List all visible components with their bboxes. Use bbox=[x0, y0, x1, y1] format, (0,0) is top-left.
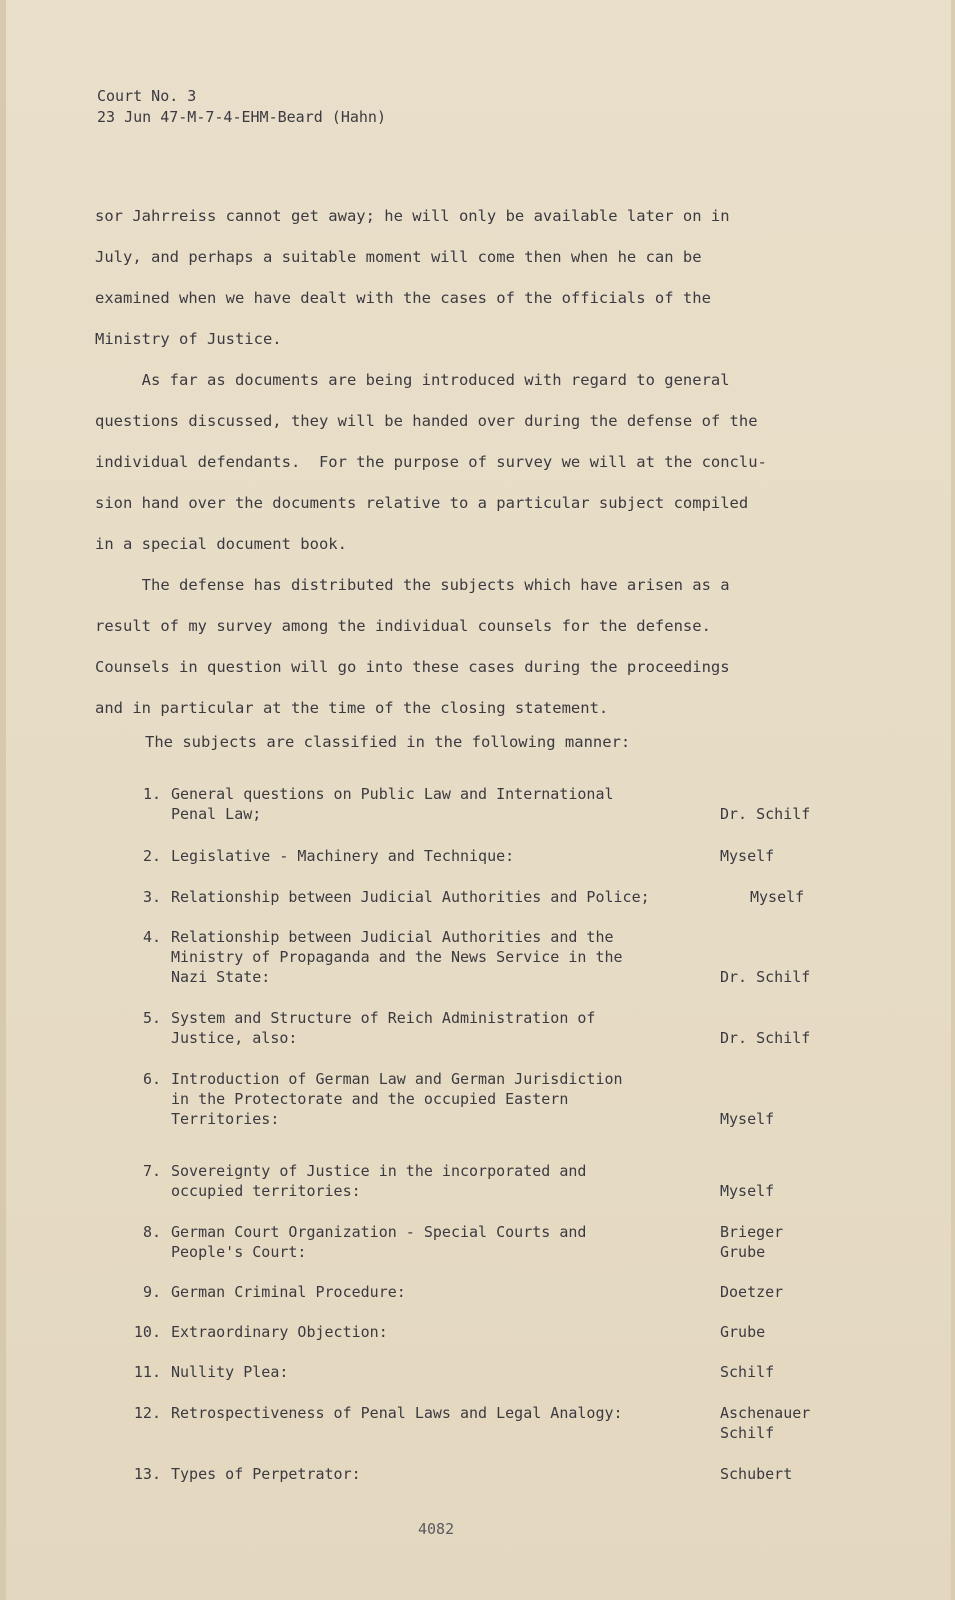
paragraph-line: July, and perhaps a suitable moment will come then when he can be bbox=[95, 248, 702, 266]
paragraph-line: As far as documents are being introduced with regard to general bbox=[95, 371, 730, 389]
item-number: 13. bbox=[133, 1465, 161, 1483]
item-counsel: Grube bbox=[720, 1323, 766, 1341]
item-number: 7. bbox=[142, 1162, 161, 1180]
item-counsel: Schubert bbox=[720, 1465, 793, 1483]
item-number: 3. bbox=[142, 888, 161, 906]
item-counsel: Dr. Schilf bbox=[720, 805, 811, 823]
item-number: 2. bbox=[142, 847, 161, 865]
paragraph-line: and in particular at the time of the closing statement. bbox=[95, 699, 609, 717]
item-number: 4. bbox=[142, 928, 161, 946]
item-number: 9. bbox=[142, 1283, 161, 1301]
item-number: 1. bbox=[142, 785, 161, 803]
paragraph-line: The defense has distributed the subjects which have arisen as a bbox=[95, 576, 730, 594]
paragraph-line: sor Jahrreiss cannot get away; he will only be available later on in bbox=[95, 207, 730, 225]
item-subject: Relationship between Judicial Authorities and the Ministry of Propaganda and the News Service in the Nazi State: bbox=[171, 928, 623, 986]
paragraph-1 bbox=[95, 196, 840, 360]
item-number: 10. bbox=[133, 1323, 161, 1341]
paragraph-line: in a special document book. bbox=[95, 535, 347, 553]
court-header bbox=[97, 86, 386, 128]
item-counsel: Dr. Schilf bbox=[720, 968, 811, 986]
paragraph-line: Ministry of Justice. bbox=[95, 330, 282, 348]
item-counsel: Myself bbox=[750, 888, 805, 906]
item-subject: Legislative - Machinery and Technique: bbox=[171, 847, 515, 865]
item-counsel: Dr. Schilf bbox=[720, 1029, 811, 1047]
item-subject: German Court Organization - Special Courts and People's Court: bbox=[171, 1223, 587, 1261]
session-reference: 23 Jun 47-M-7-4-EHM-Beard (Hahn) bbox=[97, 108, 386, 126]
paragraph-line: result of my survey among the individual counsels for the defense. bbox=[95, 617, 711, 635]
paragraph-line: individual defendants. For the purpose of survey we will at the conclu- bbox=[95, 453, 767, 471]
item-number: 6. bbox=[142, 1070, 161, 1088]
paragraph-line: Counsels in question will go into these cases during the proceedings bbox=[95, 658, 730, 676]
item-number: 12. bbox=[133, 1404, 161, 1422]
item-counsel: Brieger Grube bbox=[720, 1223, 784, 1261]
item-subject: Types of Perpetrator: bbox=[171, 1465, 361, 1483]
subjects-intro: The subjects are classified in the following manner: bbox=[145, 733, 631, 751]
item-counsel: Myself bbox=[720, 1110, 775, 1128]
item-number: 11. bbox=[133, 1363, 161, 1381]
paragraph-3 bbox=[95, 565, 840, 729]
item-counsel: Myself bbox=[720, 847, 775, 865]
item-subject: System and Structure of Reich Administration of Justice, also: bbox=[171, 1009, 596, 1047]
item-subject: German Criminal Procedure: bbox=[171, 1283, 406, 1301]
item-counsel: Aschenauer Schilf bbox=[720, 1404, 811, 1442]
court-number: Court No. 3 bbox=[97, 87, 197, 105]
item-subject: General questions on Public Law and International Penal Law; bbox=[171, 785, 614, 823]
paragraph-line: sion hand over the documents relative to a particular subject compiled bbox=[95, 494, 749, 512]
item-subject: Introduction of German Law and German Jurisdiction in the Protectorate and the occupied Eastern Territories: bbox=[171, 1070, 623, 1128]
item-subject: Relationship between Judicial Authorities and Police; bbox=[171, 888, 650, 906]
item-counsel: Schilf bbox=[720, 1363, 775, 1381]
page-number: 4082 bbox=[418, 1520, 455, 1538]
item-number: 8. bbox=[142, 1223, 161, 1241]
item-subject: Nullity Plea: bbox=[171, 1363, 289, 1381]
item-counsel: Doetzer bbox=[720, 1283, 784, 1301]
paragraph-line: questions discussed, they will be handed over during the defense of the bbox=[95, 412, 758, 430]
item-subject: Retrospectiveness of Penal Laws and Legal Analogy: bbox=[171, 1404, 623, 1422]
item-number: 5. bbox=[142, 1009, 161, 1027]
paragraph-line: examined when we have dealt with the cases of the officials of the bbox=[95, 289, 711, 307]
item-counsel: Myself bbox=[720, 1182, 775, 1200]
item-subject: Extraordinary Objection: bbox=[171, 1323, 388, 1341]
paragraph-2 bbox=[95, 360, 840, 565]
item-subject: Sovereignty of Justice in the incorporated and occupied territories: bbox=[171, 1162, 587, 1200]
